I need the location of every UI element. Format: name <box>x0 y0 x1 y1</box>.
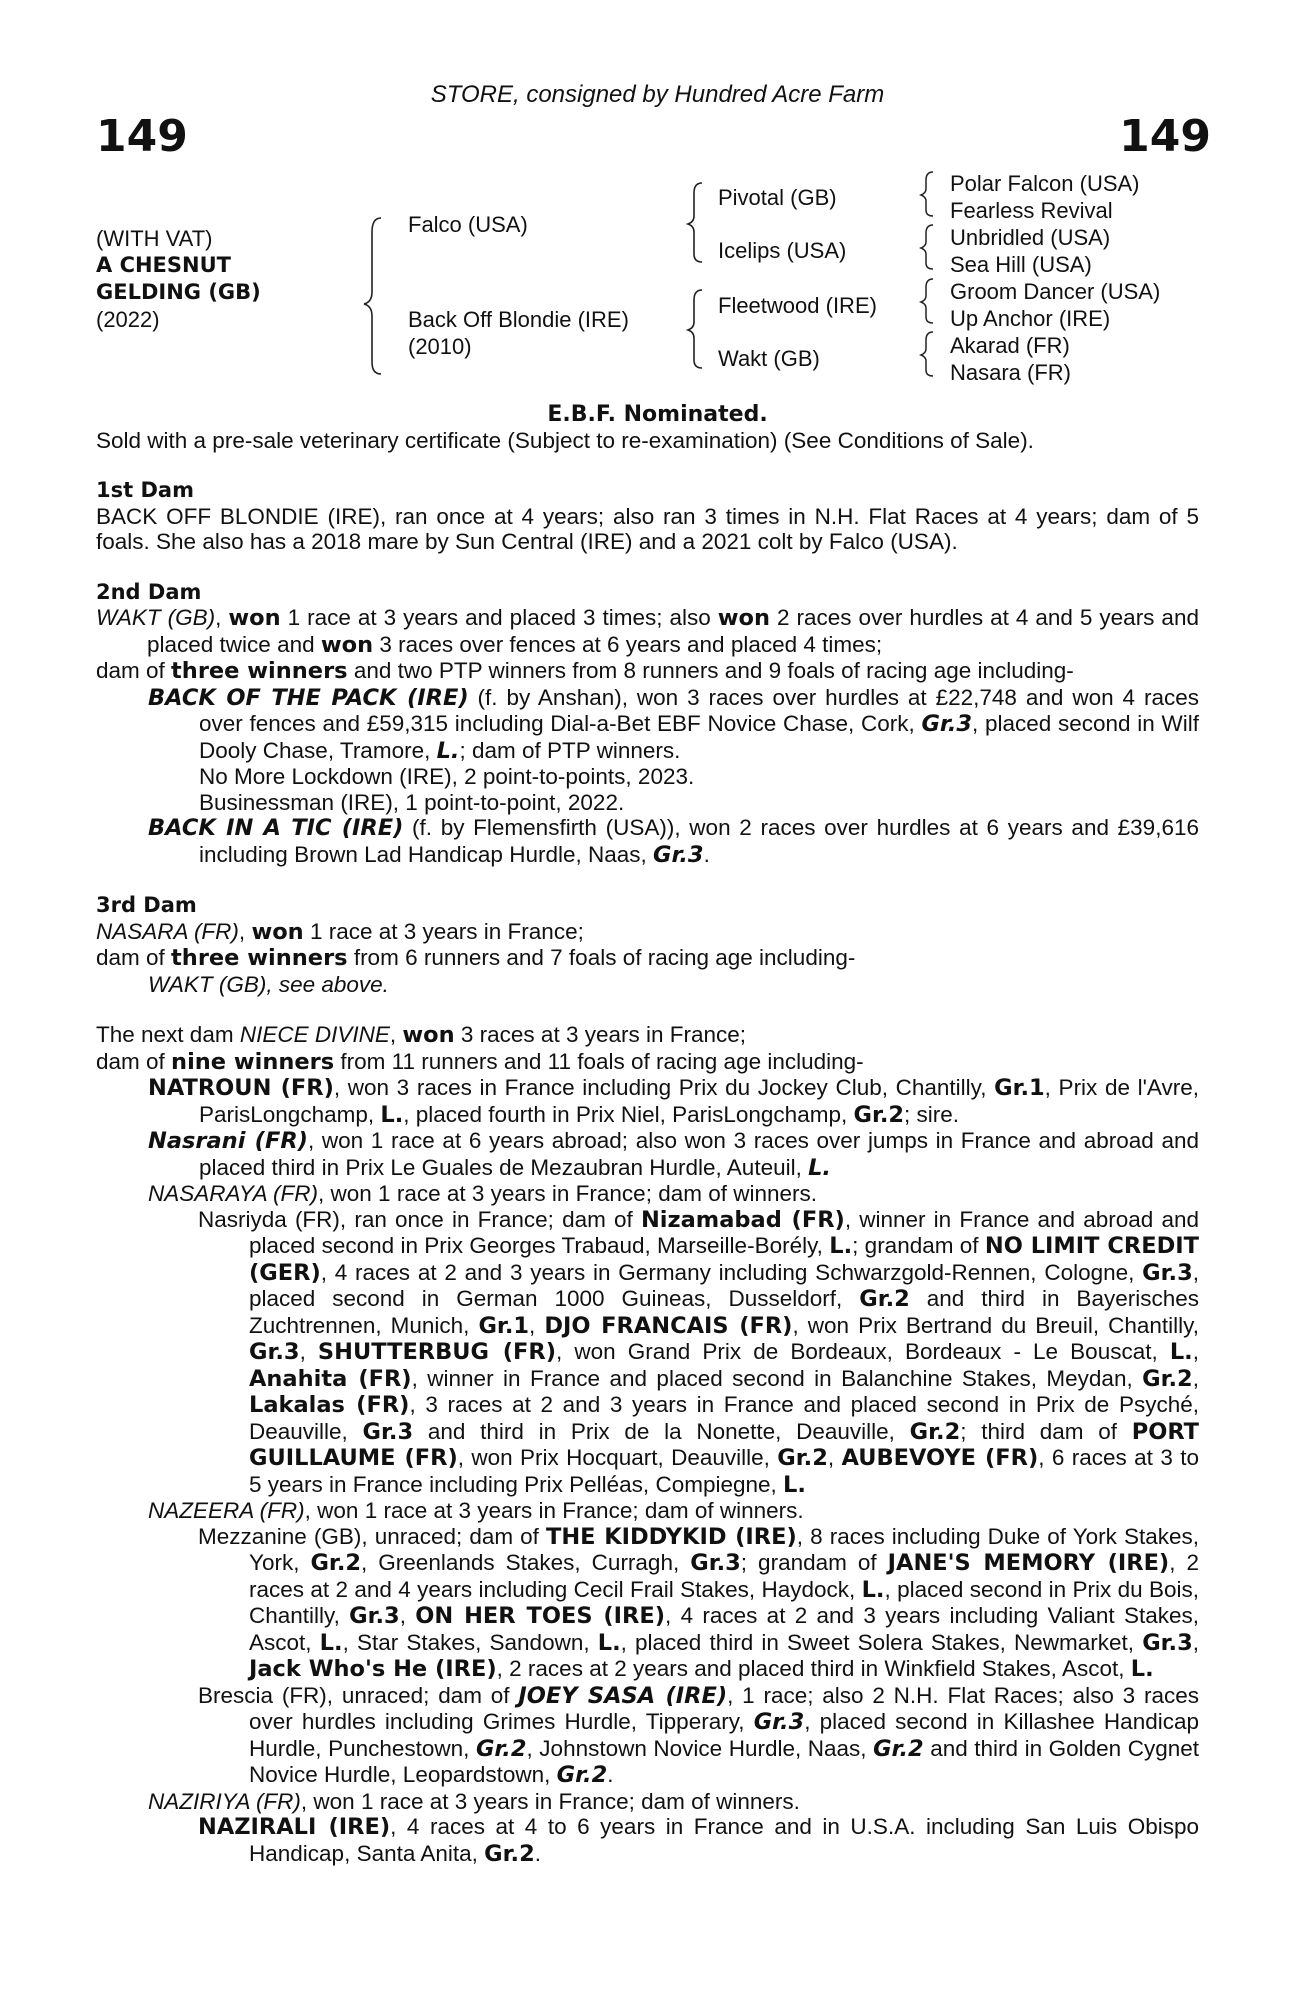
text: , placed third in Sweet Solera Stakes, Newmarket, <box>620 1629 1143 1655</box>
vat-note: (WITH VAT) <box>96 226 213 251</box>
text: , 8 races including Duke of York Stakes, York, <box>249 1523 1199 1575</box>
grade: L. <box>319 1629 343 1656</box>
grade: L. <box>861 1576 885 1603</box>
text: , won Grand Prix de Bordeaux, Bordeaux - Le Bouscat, <box>555 1339 1170 1364</box>
text: , Greenlands Stakes, Curragh, <box>361 1550 691 1575</box>
produce-brescia <box>198 1683 1199 1789</box>
horse-name: JANE'S MEMORY (IRE) <box>887 1550 1170 1576</box>
text: . <box>607 1762 614 1787</box>
text: 3 races over fences at 6 years and placed 4 times; <box>373 631 883 657</box>
horse-name: NASARAYA (FR) <box>148 1181 319 1206</box>
dam-sire: Fleetwood (IRE) <box>718 293 877 318</box>
produce-nasaraya <box>148 1181 1199 1207</box>
third-dam-name: NASARA (FR) <box>96 918 239 944</box>
third-dam-heading: 3rd Dam <box>96 893 197 917</box>
text: and third in Golden Cygnet Novice Hurdle, Leopardstown, <box>249 1735 1199 1787</box>
text: , 2 races at 2 and 4 years including Cecil Frail Stakes, Haydock, <box>249 1550 1200 1602</box>
granddam-1: Fearless Revival <box>950 198 1113 223</box>
text: dam of <box>96 1048 172 1074</box>
horse-name: SHUTTERBUG (FR) <box>317 1339 556 1365</box>
second-dam-name: WAKT (GB) <box>96 605 216 630</box>
text: ; dam of PTP winners. <box>459 737 681 763</box>
horse-name: NAZEERA (FR) <box>148 1498 305 1523</box>
text: (f. by Flemensfirth (USA)), won 2 races over hurdles at 6 years and £39,616 including Brown Lad Handicap Hurdle, Naas, <box>199 815 1199 867</box>
horse-name: BACK IN A TIC (IRE) <box>148 815 404 841</box>
text: ; third dam of <box>960 1418 1132 1444</box>
text: ; grandam of <box>852 1233 985 1258</box>
text: . <box>703 841 710 867</box>
grade: Gr.3 <box>921 711 973 737</box>
grade: Gr.2 <box>853 1101 905 1128</box>
text: , won 1 race at 6 years abroad; also won 3 races over jumps in France and abroad and placed third in Prix Le Guales de Mezaubran Hurdle, Auteuil, <box>199 1128 1199 1180</box>
text: , Johnstown Novice Hurdle, Naas, <box>526 1735 874 1761</box>
third-dam-see-above: WAKT (GB), see above. <box>148 971 389 997</box>
grade: Gr.2 <box>310 1550 362 1576</box>
dam: Back Off Blondie (IRE) <box>408 307 629 332</box>
horse-name: NO LIMIT CREDIT (GER) <box>249 1233 1200 1286</box>
won-label: won <box>251 918 304 945</box>
vet-certificate-note: Sold with a pre-sale veterinary certificate (Subject to re-examination) (See Conditions of Sale). <box>96 428 1034 453</box>
nominations: E.B.F. Nominated. <box>547 402 768 427</box>
text: , won 1 race at 3 years in France; dam of winners. <box>318 1181 818 1206</box>
text: and two PTP winners from 8 runners and 9 foals of racing age including- <box>347 658 1074 683</box>
won-label: won <box>717 605 771 631</box>
text: , won Prix Bertrand du Breuil, Chantilly, <box>792 1312 1199 1338</box>
grade: L. <box>436 737 460 764</box>
winners-count: three winners <box>171 945 348 971</box>
next-dam-record: The next dam NIECE DIVINE, won 3 races at 3 years in France; <box>96 1022 747 1048</box>
text: dam of <box>96 658 172 683</box>
text: , placed second in Killashee Handicap Hurdle, Punchestown, <box>249 1709 1199 1761</box>
grade: Gr.2 <box>859 1286 910 1312</box>
grade: Gr.1 <box>478 1312 530 1339</box>
grade: Gr.2 <box>556 1762 608 1788</box>
second-dam-record: WAKT (GB), won 1 race at 3 years and placed 3 times; also won 2 races over hurdles at 4 and 5 years and placed twice and won 3 races over fences at 6 years and placed 4 times; <box>96 605 1199 658</box>
text: , 4 races at 4 to 6 years in France and in U.S.A. including San Luis Obispo Handicap, Santa Anita, <box>249 1814 1199 1866</box>
text: , <box>299 1339 318 1364</box>
text: , Star Stakes, Sandown, <box>342 1629 598 1655</box>
grade: L. <box>380 1101 404 1128</box>
text: Mezzanine (GB), unraced; dam of <box>198 1523 546 1549</box>
grade: Gr.2 <box>1142 1365 1193 1392</box>
text: from 11 runners and 11 foals of racing age including- <box>334 1048 864 1074</box>
third-dam-produce-summary <box>96 945 1199 972</box>
produce-businessman: Businessman (IRE), 1 point-to-point, 2022. <box>199 789 625 815</box>
grade: L. <box>829 1233 853 1259</box>
next-dam-name: NIECE DIVINE <box>239 1022 390 1047</box>
grade: L. <box>808 1154 831 1181</box>
grandsire-1: Polar Falcon (USA) <box>950 171 1140 196</box>
grade: Gr.3 <box>753 1709 805 1735</box>
text: , won 1 race at 3 years in France; dam of winners. <box>304 1498 804 1523</box>
text: , 1 race; also 2 N.H. Flat Races; also 3 races over hurdles including Grimes Hurdle, Tipperary, <box>249 1682 1199 1734</box>
grade: Gr.2 <box>475 1735 527 1762</box>
horse-name: NATROUN (FR) <box>148 1075 334 1101</box>
grade: Gr.3 <box>362 1418 414 1445</box>
text: and third in Prix de la Nonette, Deauville, <box>413 1418 910 1444</box>
text: and third in Bayerisches Zuchtrennen, Munich, <box>249 1286 1199 1338</box>
grade: L. <box>597 1629 621 1656</box>
produce-naziriya <box>148 1789 1199 1815</box>
sire-sire: Pivotal (GB) <box>718 185 837 210</box>
text: , <box>1192 1339 1199 1364</box>
text: , winner in France and placed second in Balanchine Stakes, Meydan, <box>411 1365 1143 1391</box>
text: , won 1 race at 3 years in France; dam of winners. <box>300 1788 800 1814</box>
text: ; grandam of <box>740 1550 888 1575</box>
pedigree-brackets <box>0 0 1315 400</box>
grade: Gr.3 <box>1142 1629 1193 1656</box>
grandsire-2: Unbridled (USA) <box>950 225 1111 250</box>
won-label: won <box>228 605 281 631</box>
text: , 4 races at 2 and 3 years in Germany including Schwarzgold-Rennen, Cologne, <box>320 1259 1143 1285</box>
winners-count: three winners <box>171 658 348 684</box>
text: , winner in France and abroad and placed second in Prix Georges Trabaud, Marseille-Borély, <box>249 1206 1199 1258</box>
grandsire-4: Akarad (FR) <box>950 333 1070 358</box>
text: , placed second in Wilf Dooly Chase, Tramore, <box>199 711 1199 763</box>
grade: Gr.3 <box>653 841 704 868</box>
text: . <box>534 1840 541 1866</box>
grade: Gr.3 <box>690 1550 741 1576</box>
catalogue-body <box>96 478 1199 1867</box>
won-label: won <box>402 1022 455 1048</box>
lot-number-right: 149 <box>1119 111 1211 162</box>
grade: Gr.3 <box>349 1603 400 1629</box>
grade: Gr.2 <box>909 1418 961 1445</box>
text: 2 races over hurdles at 4 and 5 years and placed twice and <box>147 605 1199 657</box>
horse-name: AUBEVOYE (FR) <box>841 1445 1039 1471</box>
text: Brescia (FR), unraced; dam of <box>198 1682 519 1708</box>
produce-mezzanine <box>198 1524 1199 1683</box>
next-dam-produce-summary <box>96 1049 1199 1076</box>
sire: Falco (USA) <box>408 212 528 237</box>
grade: Gr.2 <box>484 1840 535 1867</box>
text: , 3 races at 2 and 3 years in France and placed second in Prix de Psyché, Deauville, <box>249 1392 1199 1444</box>
text: (f. by Anshan), won 3 races over hurdles at £22,748 and won 4 races over fences and £59,315 including Dial-a-Bet EBF Novice Chase, Cork, <box>199 684 1199 736</box>
sire-dam: Icelips (USA) <box>718 238 847 263</box>
text: 3 races at 3 years in France; <box>454 1022 747 1047</box>
horse-name: Jack Who's He (IRE) <box>249 1656 497 1682</box>
text: dam of <box>96 945 172 970</box>
grade: L. <box>1169 1339 1193 1365</box>
horse-name: Nasrani (FR) <box>148 1128 308 1154</box>
horse-description-1: A CHESNUT <box>96 253 231 277</box>
produce-no-more-lockdown: No More Lockdown (IRE), 2 point-to-points, 2023. <box>199 764 695 789</box>
text: , 4 races at 2 and 3 years including Valiant Stakes, Ascot, <box>249 1603 1200 1655</box>
grade: L. <box>1130 1656 1154 1682</box>
granddam-2: Sea Hill (USA) <box>950 252 1092 277</box>
text: , placed second in German 1000 Guineas, Dusseldorf, <box>249 1259 1199 1311</box>
second-dam-produce-summary <box>96 658 1199 685</box>
horse-name: NAZIRIYA (FR) <box>148 1788 301 1814</box>
grandsire-3: Groom Dancer (USA) <box>950 279 1161 304</box>
text: , <box>529 1312 545 1338</box>
horse-name: BACK OF THE PACK (IRE) <box>148 684 469 711</box>
grade: Gr.1 <box>994 1075 1045 1101</box>
horse-name: JOEY SASA (IRE) <box>518 1682 728 1709</box>
grade: Gr.2 <box>777 1445 828 1471</box>
grade: Gr.3 <box>1142 1259 1193 1286</box>
horse-name: Nizamabad (FR) <box>640 1206 845 1233</box>
horse-name: PORT GUILLAUME (FR) <box>249 1418 1199 1471</box>
horse-name: NAZIRALI (IRE) <box>198 1814 391 1840</box>
grade: Gr.2 <box>873 1735 924 1762</box>
granddam-3: Up Anchor (IRE) <box>950 306 1111 331</box>
text: , <box>827 1445 842 1470</box>
text: , <box>399 1603 416 1628</box>
text: Nasriyda (FR), ran once in France; dam of <box>198 1206 641 1232</box>
first-dam-text: BACK OFF BLONDIE (IRE), ran once at 4 years; also ran 3 times in N.H. Flat Races at 4 years; dam of 5 foals. She also has a 2018 mare by Sun Central (IRE) and a 2021 colt by Falco (USA). <box>96 503 1199 554</box>
first-dam-heading: 1st Dam <box>96 478 194 502</box>
lot-number-left: 149 <box>96 111 188 162</box>
text: , 2 races at 2 years and placed third in Winkfield Stakes, Ascot, <box>496 1656 1131 1681</box>
produce-natroun <box>148 1075 1199 1128</box>
produce-nazeera <box>148 1498 1199 1524</box>
grade: L. <box>783 1471 806 1498</box>
produce-nasriyda <box>198 1207 1199 1499</box>
produce-nasrani <box>148 1128 1199 1181</box>
horse-name: DJO FRANCAIS (FR) <box>544 1312 793 1339</box>
text: , placed fourth in Prix Niel, ParisLongchamp, <box>403 1101 854 1127</box>
text: The next dam <box>96 1022 240 1047</box>
produce-back-in-a-tic <box>148 815 1199 868</box>
horse-year: (2022) <box>96 307 160 332</box>
text: ; sire. <box>904 1101 960 1127</box>
horse-name: ON HER TOES (IRE) <box>415 1603 666 1629</box>
won-label: won <box>320 631 374 658</box>
text: 1 race at 3 years and placed 3 times; also <box>280 605 718 630</box>
horse-name: Lakalas (FR) <box>249 1392 410 1418</box>
text: , won 3 races in France including Prix du Jockey Club, Chantilly, <box>333 1075 995 1100</box>
grade: Gr.3 <box>249 1339 300 1365</box>
text: , 6 races at 3 to 5 years in France including Prix Pelléas, Compiegne, <box>249 1445 1199 1497</box>
text: , won Prix Hocquart, Deauville, <box>457 1445 778 1470</box>
third-dam-record: NASARA (FR), won 1 race at 3 years in France; <box>96 918 584 945</box>
winners-count: nine winners <box>171 1048 335 1075</box>
second-dam-heading: 2nd Dam <box>96 579 202 604</box>
horse-name: THE KIDDYKID (IRE) <box>546 1523 797 1550</box>
produce-back-of-the-pack <box>148 685 1199 765</box>
text: , <box>1192 1629 1200 1655</box>
horse-description-2: GELDING (GB) <box>96 280 261 304</box>
granddam-4: Nasara (FR) <box>950 360 1072 385</box>
horse-name: Anahita (FR) <box>249 1365 412 1392</box>
text: , <box>1192 1365 1199 1391</box>
dam-year: (2010) <box>408 334 472 359</box>
text: , placed second in Prix du Bois, Chantilly, <box>249 1576 1199 1628</box>
text: , Prix de l'Avre, ParisLongchamp, <box>199 1075 1200 1127</box>
text: 1 race at 3 years in France; <box>303 918 584 944</box>
consignment-line: STORE, consigned by Hundred Acre Farm <box>430 81 885 108</box>
dam-dam: Wakt (GB) <box>718 346 820 371</box>
text: from 6 runners and 7 foals of racing age including- <box>347 945 856 970</box>
produce-nazirali <box>198 1814 1199 1867</box>
